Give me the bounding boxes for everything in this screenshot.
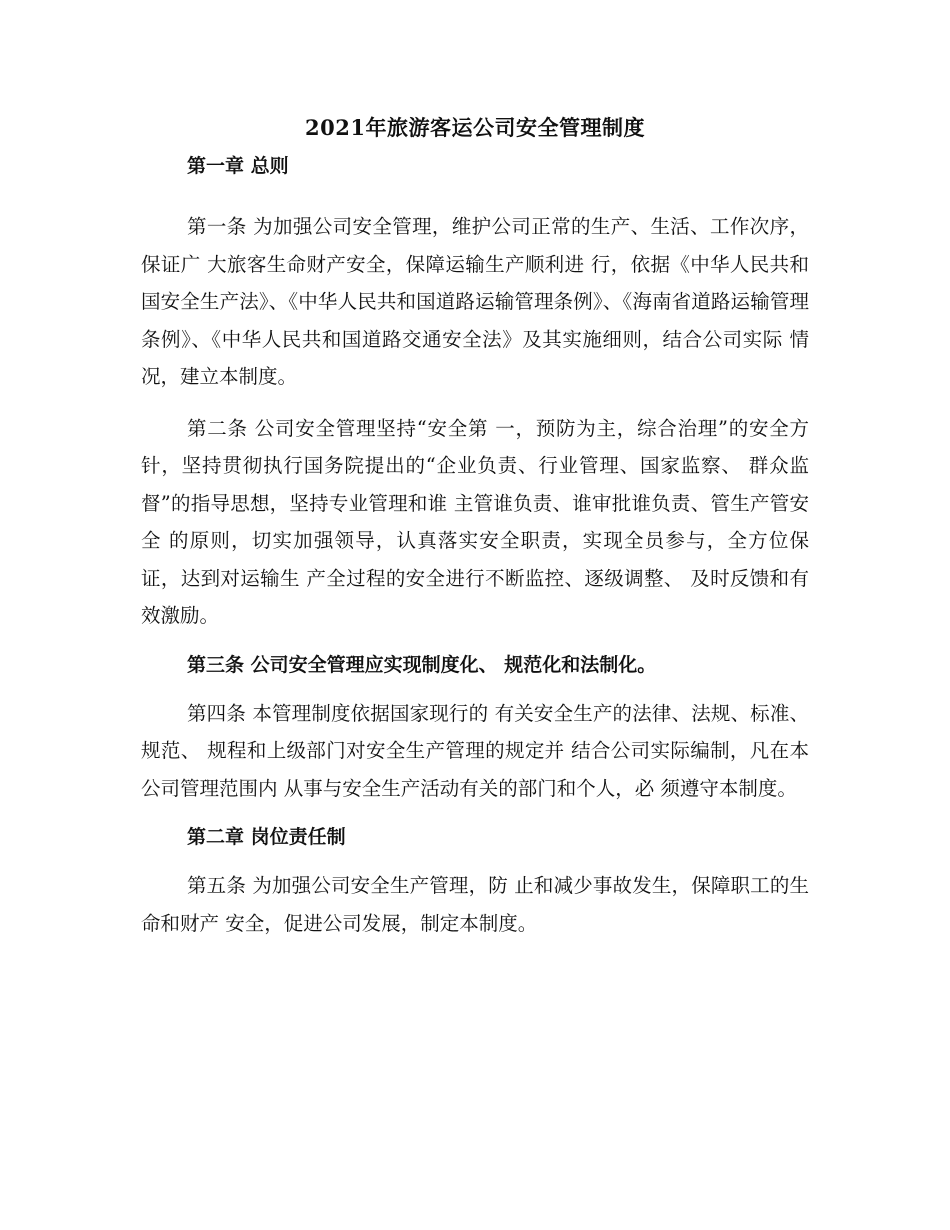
chapter-2-heading: 第二章 岗位责任制 (187, 826, 346, 848)
spacer (141, 196, 809, 208)
article-4: 第四条 本管理制度依据国家现行的 有关安全生产的法律、法规、标准、规范、 规程和上级部门对安全生产管理的规定并 结合公司实际编制，凡在本公司管理范围内 从事与安全生产活动有关的部门和个人，必 须遵守本制度。 (141, 701, 809, 800)
article-1: 第一条 为加强公司安全管理，维护公司正常的生产、生活、工作次序，保证广 大旅客生命财产安全，保障运输生产顺利进 行，依据《中华人民共和国安全生产法》、《中华人民共和国道路运输管理条例》、《海南省道路运输管理条例》、《中华人民共和国道路交通安全法》及其实施细则，结合公司实际 情况，建立本制度。 (141, 215, 809, 388)
article-5: 第五条 为加强公司安全生产管理，防 止和减少事故发生，保障职工的生命和财产 安全，促进公司发展，制定本制度。 (141, 874, 809, 935)
chapter-1-heading: 第一章 总则 (187, 155, 289, 177)
document-body (141, 112, 809, 956)
article-3: 第三条 公司安全管理应实现制度化、 规范化和法制化。 (187, 653, 657, 676)
document-title: 2021年旅游客运公司安全管理制度 (305, 115, 645, 140)
article-2: 第二条 公司安全管理坚持“安全第 一，预防为主，综合治理”的安全方针，坚持贯彻执行国务院提出的“企业负责、行业管理、国家监察、 群众监督”的指导思想，坚持专业管理和谁 主管谁负责、谁审批谁负责、管生产管安全 的原则，切实加强领导，认真落实安全职责，实现全员参与，全方位保证，达到对运输生 产全过程的安全进行不断监控、逐级调整、 及时反馈和有效激励。 (141, 416, 809, 627)
